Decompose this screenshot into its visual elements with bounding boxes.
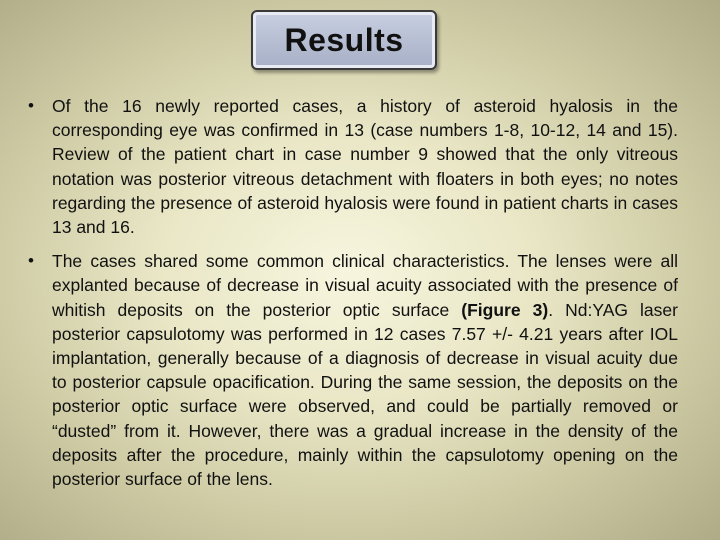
title-box <box>251 10 437 70</box>
bullet-text-2-before: The cases shared some common clinical characteristics. The lenses were all explanted because of decrease in visual acuity associated with the presence of whitish deposits on the posterior optic surface <box>52 251 678 320</box>
figure-reference: (Figure 3) <box>461 299 549 320</box>
bullet-marker: • <box>28 96 34 115</box>
bullet-text-1: Of the 16 newly reported cases, a history of asteroid hyalosis in the corresponding eye was confirmed in 13 (case numbers 1-8, 10-12, 14 and 15). Review of the patient chart in case number 9 showed that the only vitreous notation was posterior vitreous detachment with floaters in both eyes; no notes regarding the presence of asteroid hyalosis were found in patient charts in cases 13 and 16. <box>52 96 678 238</box>
bullet-item-2 <box>28 249 678 491</box>
bullet-text-2-after: . Nd:YAG laser posterior capsulotomy was performed in 12 cases 7.57 +/- 4.21 years after IOL implantation, generally because of a diagnosis of decrease in visual acuity due to posterior capsule opacification. During the same session, the deposits on the posterior optic surface were observed, and could be partially removed or “dusted” from it. However, there was a gradual increase in the density of the deposits after the procedure, mainly within the capsulotomy opening on the posterior surface of the lens. <box>52 299 678 490</box>
bullet-marker: • <box>28 251 34 271</box>
slide-title: Results <box>284 21 404 58</box>
bullet-item-1 <box>28 94 678 239</box>
bullet-list <box>28 94 678 501</box>
